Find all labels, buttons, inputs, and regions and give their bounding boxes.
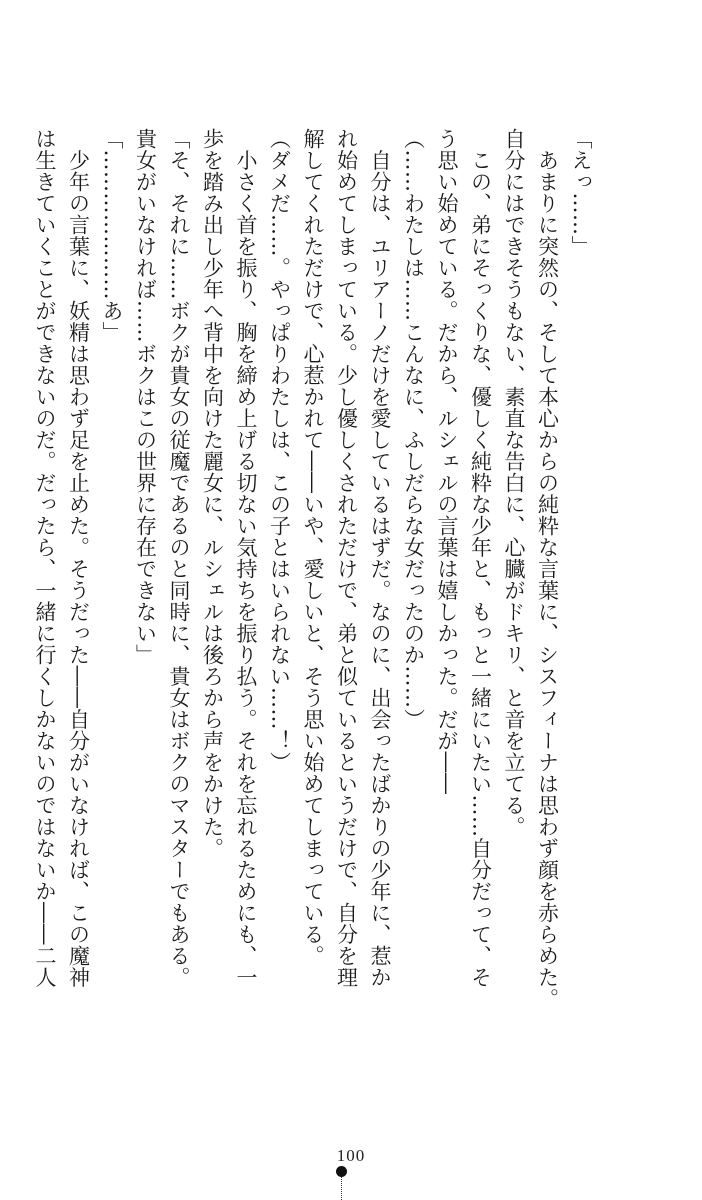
text-line: 自分にはできそうもない、素直な告白に、心臓がドキリ、と音を立てる。	[502, 128, 526, 838]
text-line: 解してくれただけで、心惹かれて――いや、愛しいと、そう思い始めてしまっている。	[301, 128, 325, 967]
page-number: 100	[336, 1146, 366, 1165]
text-line: 小さく首を振り、胸を締め上げる切ない気持ちを振り払う。それを忘れるためにも、一	[234, 128, 258, 988]
text-line: 「そ、それに……ボクが貴女の従魔であるのと同時に、貴女はボクのマスターでもある。	[167, 128, 191, 988]
text-line: この、弟にそっくりな、優しく純粋な少年と、もっと一緒にいたい……自分だって、そ	[468, 128, 493, 988]
text-line: （……わたしは……こんなに、ふしだらな女だったのか……）	[401, 128, 426, 730]
text-line: れ始めてしまっている。少し優しくされただけで、弟と似ているというだけで、自分を理	[334, 128, 359, 988]
text-line: 自分は、ユリアーノだけを愛しているはずだ。なのに、出会ったばかりの少年に、惹か	[368, 128, 392, 988]
vertical-text-body	[28, 128, 598, 1008]
text-line: 歩を踏み出し少年へ背中を向けた麗女に、ルシェルは後ろから声をかけた。	[200, 128, 225, 859]
text-line: あまりに突然の、そして本心からの純粋な言葉に、シスフィーナは思わず顔を赤らめた。	[535, 128, 560, 1010]
text-line: 「…………………あ」	[100, 128, 124, 343]
text-line: う思い始めている。だから、ルシェルの言葉は嬉しかった。だが――	[435, 128, 459, 795]
text-line: 少年の言葉に、妖精は思わず足を止めた。そうだった――自分がいなければ、この魔神	[66, 128, 91, 988]
page-marker-line	[341, 1177, 342, 1200]
page-marker-dot	[336, 1166, 347, 1177]
text-line: （ダメだ……。やっぱりわたしは、この子とはいられない……！）	[267, 128, 292, 773]
text-line: は生きていくことができないのだ。だったら、一緒に行くしかないのではないか――二人	[33, 128, 57, 988]
text-line: 「えっ……」	[569, 128, 593, 257]
text-line: 貴女がいなければ……ボクはこの世界に存在できない」	[133, 128, 158, 666]
